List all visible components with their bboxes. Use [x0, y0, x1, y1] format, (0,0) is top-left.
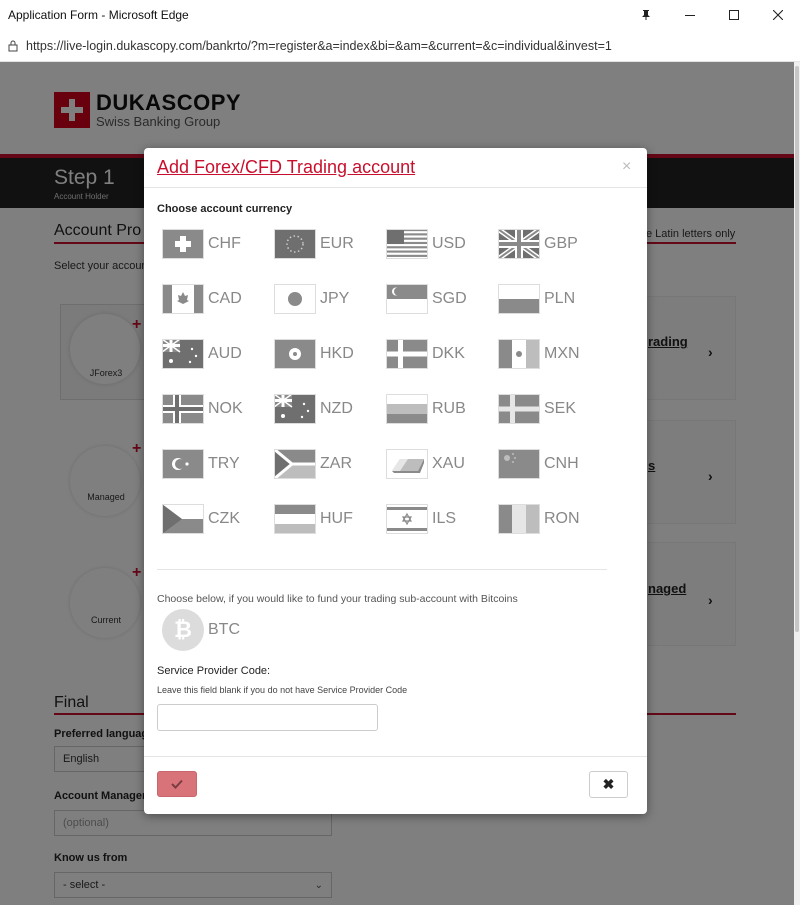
currency-grid	[162, 228, 622, 548]
minimize-icon[interactable]	[668, 0, 712, 30]
currency-code: HKD	[320, 345, 354, 362]
currency-code: CNH	[544, 455, 579, 472]
currency-option-sgd[interactable]	[386, 283, 467, 315]
currency-code: TRY	[208, 455, 240, 472]
currency-code: GBP	[544, 235, 578, 252]
us-flag-icon	[386, 229, 428, 259]
currency-code: EUR	[320, 235, 354, 252]
currency-code: CZK	[208, 510, 240, 527]
scrollbar-thumb[interactable]	[795, 66, 799, 632]
gold-bar-icon	[386, 449, 428, 479]
currency-code: CHF	[208, 235, 241, 252]
hu-flag-icon	[274, 504, 316, 534]
currency-option-xau[interactable]	[386, 448, 465, 480]
currency-option-chf[interactable]	[162, 228, 241, 260]
currency-option-try[interactable]	[162, 448, 240, 480]
cn-flag-icon	[498, 449, 540, 479]
currency-code: MXN	[544, 345, 580, 362]
ro-flag-icon	[498, 504, 540, 534]
cz-flag-icon	[162, 504, 204, 534]
dialog-divider	[157, 569, 607, 570]
currency-option-pln[interactable]	[498, 283, 575, 315]
currency-option-huf[interactable]	[274, 503, 353, 535]
currency-code: SGD	[432, 290, 467, 307]
window-titlebar	[0, 0, 800, 30]
za-flag-icon	[274, 449, 316, 479]
mx-flag-icon	[498, 339, 540, 369]
currency-option-czk[interactable]	[162, 503, 240, 535]
bitcoin-note: Choose below, if you would like to fund your trading sub-account with Bitcoins	[157, 593, 518, 605]
currency-option-cnh[interactable]	[498, 448, 579, 480]
currency-option-eur[interactable]	[274, 228, 354, 260]
add-trading-account-dialog	[144, 148, 647, 814]
ch-flag-icon	[162, 229, 204, 259]
lock-icon	[0, 40, 26, 52]
currency-code: BTC	[208, 621, 240, 638]
currency-code: SEK	[544, 400, 577, 417]
currency-option-hkd[interactable]	[274, 338, 354, 370]
currency-code: USD	[432, 235, 466, 252]
eu-flag-icon	[274, 229, 316, 259]
currency-code: NZD	[320, 400, 353, 417]
currency-option-ron[interactable]	[498, 503, 580, 535]
currency-option-dkk[interactable]	[386, 338, 465, 370]
url-text[interactable]: https://live-login.dukascopy.com/bankrto/?m=register&a=index&bi=&am=&current=&c=individual&invest=1	[26, 38, 612, 53]
currency-option-cad[interactable]	[162, 283, 242, 315]
service-provider-hint: Leave this field blank if you do not have Service Provider Code	[157, 685, 408, 695]
ca-flag-icon	[162, 284, 204, 314]
maximize-icon[interactable]	[712, 0, 756, 30]
currency-code: ILS	[432, 510, 457, 527]
hk-flag-icon	[274, 339, 316, 369]
gb-flag-icon	[498, 229, 540, 259]
currency-code: PLN	[544, 290, 576, 307]
jp-flag-icon	[274, 284, 316, 314]
bitcoin-icon: ₿	[162, 609, 204, 651]
ru-flag-icon	[386, 394, 428, 424]
currency-option-sek[interactable]	[498, 393, 576, 425]
currency-option-nzd[interactable]	[274, 393, 353, 425]
pin-icon[interactable]	[624, 0, 668, 30]
service-provider-label: Service Provider Code:	[157, 665, 271, 677]
au-flag-icon	[162, 339, 204, 369]
pl-flag-icon	[498, 284, 540, 314]
currency-code: AUD	[208, 345, 242, 362]
dk-flag-icon	[386, 339, 428, 369]
tr-flag-icon	[162, 449, 204, 479]
currency-code: NOK	[208, 400, 243, 417]
currency-option-aud[interactable]	[162, 338, 242, 370]
currency-code: XAU	[432, 455, 465, 472]
currency-option-ils[interactable]	[386, 503, 456, 535]
currency-option-jpy[interactable]	[274, 283, 349, 315]
currency-code: ZAR	[320, 455, 352, 472]
currency-option-zar[interactable]	[274, 448, 352, 480]
currency-option-usd[interactable]	[386, 228, 466, 260]
currency-option-rub[interactable]	[386, 393, 466, 425]
currency-code: RON	[544, 510, 580, 527]
dialog-title: Add Forex/CFD Trading account	[157, 157, 416, 177]
window-title: Application Form - Microsoft Edge	[8, 8, 189, 22]
currency-option-mxn[interactable]	[498, 338, 580, 370]
service-provider-code-input[interactable]	[157, 704, 378, 731]
dialog-header	[144, 148, 647, 188]
currency-option-nok[interactable]	[162, 393, 243, 425]
x-icon: ✖	[602, 776, 615, 792]
close-icon[interactable]	[756, 0, 800, 30]
checkmark-icon	[171, 779, 183, 789]
sg-flag-icon	[386, 284, 428, 314]
se-flag-icon	[498, 394, 540, 424]
cancel-button[interactable]	[589, 771, 628, 798]
il-flag-icon	[386, 504, 428, 534]
dialog-close-icon[interactable]: ×	[622, 158, 632, 175]
currency-code: DKK	[432, 345, 465, 362]
currency-code: HUF	[320, 510, 353, 527]
currency-option-gbp[interactable]	[498, 228, 578, 260]
dialog-footer-divider	[144, 756, 647, 757]
address-bar[interactable]	[0, 30, 800, 62]
confirm-button[interactable]	[157, 771, 197, 797]
currency-code: RUB	[432, 400, 466, 417]
currency-code: CAD	[208, 290, 242, 307]
currency-heading: Choose account currency	[157, 203, 293, 215]
currency-code: JPY	[320, 290, 350, 307]
no-flag-icon	[162, 394, 204, 424]
currency-option-btc[interactable]	[162, 609, 240, 651]
nz-flag-icon	[274, 394, 316, 424]
